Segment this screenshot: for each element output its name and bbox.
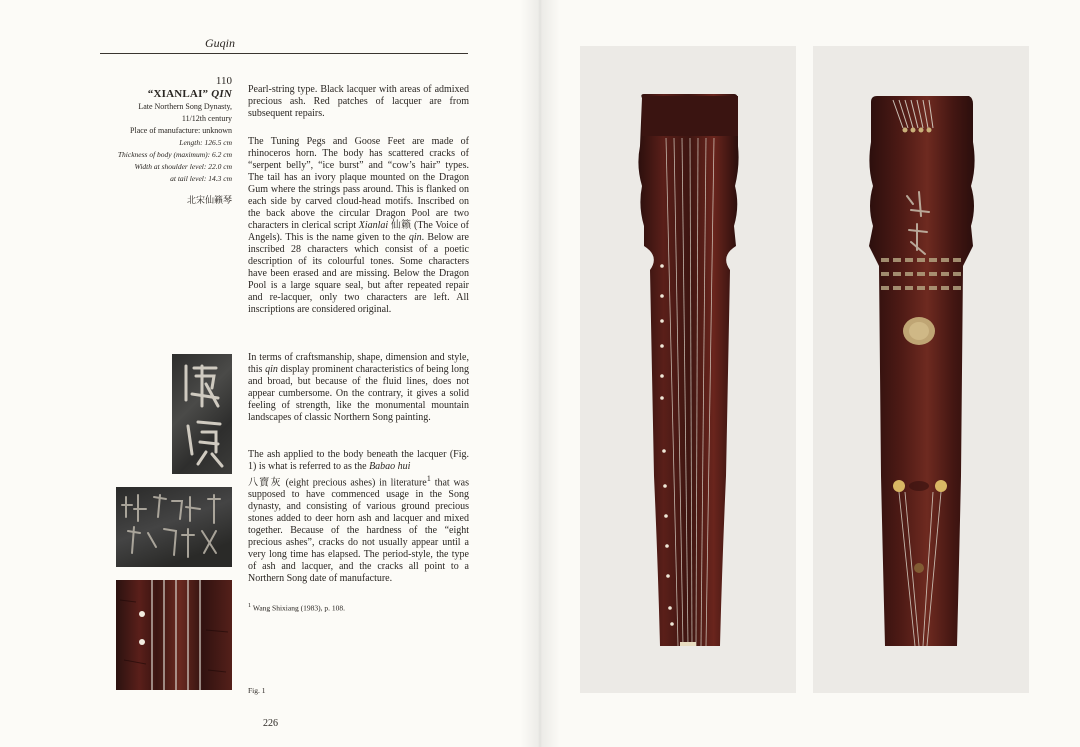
running-head: Guqin xyxy=(205,36,235,50)
p2-part-a: The Tuning Pegs and Goose Feet are made of rhinoceros horn. The body has scattered cracks of “serpent belly”, “ice burst” and “cow’s hair” types. The tail has an ivory plaque mounted on the Dragon Gum where the strings pass around. This is flanked on each side by carved cloud-head motifs. Inscribed on the back above the circular Dragon Pool are two characters in clerical script xyxy=(248,136,469,231)
inscription-calligraphy xyxy=(172,354,232,474)
century: 11/12th century xyxy=(181,114,232,123)
catalogue-title xyxy=(100,87,232,101)
p4-italic: Babao hui xyxy=(369,461,411,472)
footnote-marker: 1 xyxy=(426,474,431,483)
p4-part-c: that was supposed to have commenced usage in the Song dynasty, and consisting of various ground precious stones added to deer horn ash and lacquer and mixed together. Because of the hardness of the “eight precious ashes”, cracks do not usually appear until a very long time has elapsed. The period-style, the type of ash and lacquer, and the cracks all point to a Northern Song date of manufacture. xyxy=(248,477,470,585)
title-italic: QIN xyxy=(211,88,232,100)
p3-part-b: display prominent characteristics of being long and broad, but because of the fluid lines, does not appear cumbersome. On the contrary, it gives a solid feeling of strength, like the monumental mountain landscapes of classic Northern Song painting. xyxy=(248,364,469,423)
paragraph-3-text xyxy=(248,352,469,424)
footnote-text: Wang Shixiang (1983), p. 108. xyxy=(251,603,345,613)
paragraph-4-text xyxy=(248,449,469,585)
seal-inscription-photo xyxy=(116,487,232,567)
p2-chinese: 仙籟 xyxy=(388,220,414,231)
paragraph-2-text xyxy=(248,136,469,316)
title-quoted: “XIANLAI” xyxy=(147,88,209,100)
p3-part-a: In terms of craftsmanship, shape, dimension and style, this xyxy=(248,352,469,375)
p4-chinese: 八寶灰 xyxy=(248,477,282,489)
book-gutter xyxy=(520,0,560,747)
thickness: Thickness of body (maximum): 6.2 cm xyxy=(117,150,232,159)
header-rule xyxy=(100,53,468,54)
catalogue-number: 110 xyxy=(215,75,232,87)
p4-part-b: (eight precious ashes) in literature xyxy=(281,477,427,489)
length: Length: 126.5 cm xyxy=(179,138,232,147)
width-shoulder: Width at shoulder level: 22.0 cm xyxy=(134,162,232,171)
qin-front-illustration xyxy=(580,46,796,693)
p4-part-a: The ash applied to the body beneath the lacquer (Fig. 1) is what is referred to as the xyxy=(248,449,469,472)
catalogue-entry xyxy=(100,75,232,207)
lacquer-strings-detail xyxy=(116,580,232,690)
p3-qin: qin xyxy=(265,364,278,375)
p2-part-b: (The Voice of Angels). This is the name given to the xyxy=(248,220,469,243)
qin-front-photo xyxy=(580,46,796,693)
p2-qin: qin xyxy=(408,232,422,243)
qin-back-photo xyxy=(813,46,1029,693)
paragraph-1-text: Pearl-string type. Black lacquer with areas of admixed precious ash. Red patches of lacquer are from subsequent repairs. xyxy=(248,84,469,119)
inscription-detail-photo xyxy=(172,354,232,474)
width-tail: at tail level: 14.3 cm xyxy=(170,174,232,183)
dynasty: Late Northern Song Dynasty, xyxy=(138,102,232,111)
place-of-manufacture: Place of manufacture: unknown xyxy=(130,126,232,135)
lacquer-detail-photo xyxy=(116,580,232,690)
p2-italic: Xianlai xyxy=(358,220,389,231)
paragraph-4 xyxy=(248,449,469,596)
paragraph-2 xyxy=(248,136,469,327)
chinese-title: 北宋仙籟琴 xyxy=(186,195,232,205)
paragraph-1 xyxy=(248,84,469,131)
footnote xyxy=(248,602,345,613)
paragraph-3 xyxy=(248,352,469,435)
p2-part-c: . Below are inscribed 28 characters which consist of a poetic description of its colourful tones. Some characters have been erased and are missing. Below the Dragon Pool is a large square seal, but after repeated repair and re-lacquer, only two characters are left. All inscriptions are considered original. xyxy=(248,232,469,315)
page-number: 226 xyxy=(263,718,278,729)
qin-back-illustration xyxy=(813,46,1029,693)
footnote-number: 1 xyxy=(248,602,252,609)
seal-calligraphy xyxy=(116,487,232,567)
figure-label: Fig. 1 xyxy=(248,686,266,695)
